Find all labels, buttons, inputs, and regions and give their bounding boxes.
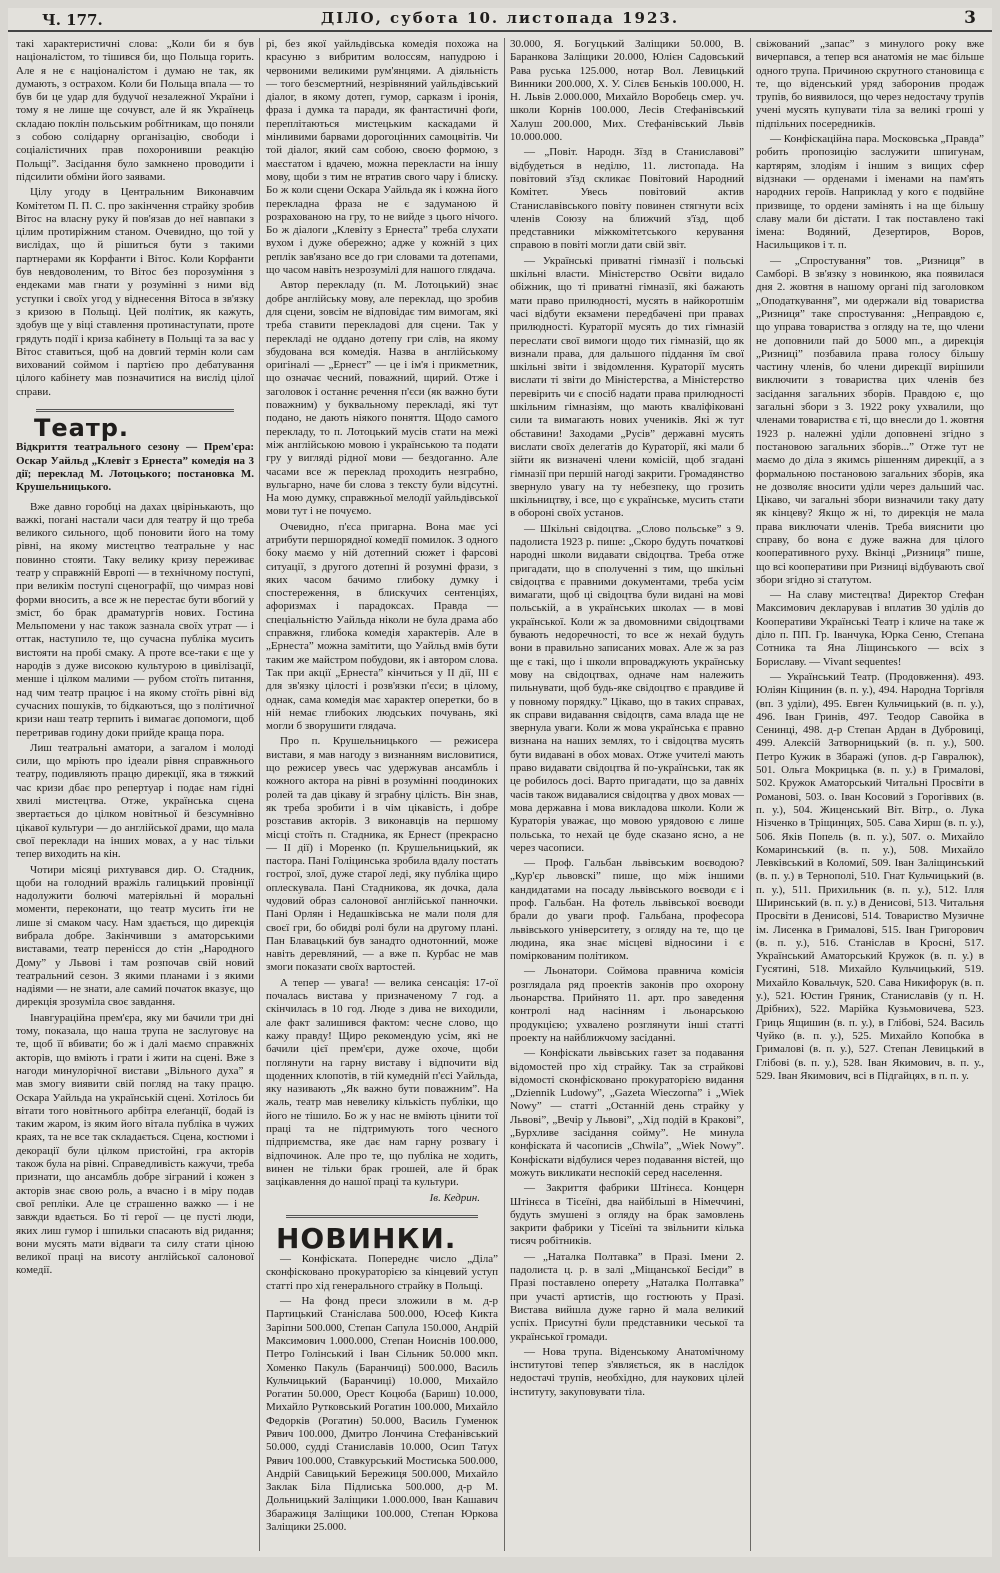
news-item: — Шкільні свідоцтва. „Слово польське” з 9. падолиста 1923 р. пише: „Скоро будуть початкові народні школи видавати свідоцтва. Треба отже пригадати, що в сполученні з тим, що шкільні свідоцтва є правними документами, треба усім вимагати, щоб ці свідоцтва були видані на мові польській, а в українських школах — в мові української. Коли ж за двомовними свідоцтвами бувають недоречності, то все ж нехай будуть вони в правильно записаних мовах. Але ж за раз ще є такі, що і школи впроваджують українську мову на свідоцтвах, одначе нам належить пильнувати, щоб будь-яке свідоцтво є правдиве й у повному порядку.” Цікаво, що в таких справах, як справи видавання свідоцтв, сама влада ще не звернула уваги. Коли ж мова українська є правно визнана на наших землях, то і свідоцтва мусять бути видавані в обох мовах. Отже учителі мають право видавати свідоцтва й по-українськи, так як це робилось досі. Варто пригадати, що за давніх часів також видавалися свідоцтва у двох мовах — мова державна і мова викладова школи. Коли ж Кураторія уважає, що мовою урядовою є лише польська, то нехай це буде сказано ясно, а не через часописи.	[510, 522, 744, 854]
news-item: — „Повіт. Народн. Зїзд в Станиславові” відбудеться в неділю, 11. листопада. На повітовий з'їзд скликає Повітовий Народний Комітет. Увесь повітовий актив Станиславівського повіту повинен стягнути всіх членів Союзу на ближчий з'їзд, щоб представники міжкомітетського керування справою в повіті могли дати свій звіт.	[510, 146, 744, 252]
column-2	[266, 38, 498, 1551]
news-item: — Нова трупа. Віденському Анатомічному інститутові тепер з'являється, як в наслідок недостачі трупів, необхідно, для наукових цілей інституту, закуповувати тіла.	[510, 1345, 744, 1398]
article-paragraph: А тепер — увага! — велика сенсація: 17-ої почалась вистава у призначеному 7 год. а скінчилась в 10 год. Люде з дива не виходили, але факт залишився фактом: чесне слово, що кажу правду! Щиро рекомендую усім, які не бачили цієї прем'єри, дуже охоче, щоби поглянути на гарну виставу і відпочити від щоденних клопотів, в тій кумедній п'єсі Уайльда, яку називають „Як важно бути поважним”. На жаль, театр мав невелику кількість публіки, що його не тішило. Бо ж у нас не вміють цінити тої праці та не підтримують того чесного підприємства, яке дає нам гарну розвагу і відпочинок. Але про те, що публіка не ходить, винен не тільки брак грошей, але й брак зацікавлення до нашої праці та культури.	[266, 976, 498, 1189]
article-paragraph: Очевидно, п'єса пригарна. Вона має усі атрибути першорядної комедії помилок. З одного боку маємо у ній дотепний сюжет і фарсові ситуації, з другого дотепні й розумні фрази, з яких часом бачимо глибоку думку і спостереження, в блискучих сентенціях, афоризмах і парадоксах. Правда — спеціальністю Уайльда ніколи не була драма або справжня, глибока комедія характерів. Але в „Ернеста” можна замітити, що Уайльд вмів бути таким же майстром побудови, як і автором слова. Так при акції „Ернеста” кінчиться у II дії, III є для зв'язку цілості і розв'язки п'єси; в цілому, однак, сама комедія має характер оперетки, бо в ній немає глибоких людських почувань, які могли б зворушити глядача.	[266, 520, 498, 733]
news-item: свіжований „запас” з минулого року вже вичерпався, а тепер вся анатомія не має більше одного трупа. Причиною скрутного становища є те, що віденський уряд заборонив продаж трупів, бо виявилося, що через недостачу трупів учені мусять купувати тіла за великі гроші у підпільних посередників.	[756, 38, 984, 130]
article-paragraph: такі характеристичні слова: „Коли би я був націоналістом, то тішився би, що Польща горить. Але я не є націоналістом і думаю не так, як думають, з острахом. Коли би Польща впала — то був би це удар для будучої незалежної України і тому я не лише ще сочувст, але й як Українець складаю поклін польським робітникам, що поняли з собою солідарну організацію, свободи і соціалістичних прав похоронивши реакцію Польщі”. Засідання було замкнено проводити і підсилити обміни його заявами.	[16, 38, 254, 183]
news-item: — Український Театр. (Продовження). 493. Юліян Кіщинин (в. п. у.), 494. Народна Торгівля (вп. 3 уділи), 495. Евген Кульчицький (в. п. у.), 496. Іван Гринів, 497. Теодор Савойка в Сенинці, 498. д-р Степан Ардан в Дубровиці, 499. Алексій Затворницький (в. п. у.), 500. Петро Кужик в Збаражі (упов. д-р Гавралюк), 501. Ольга Мокрицька (в. п. у.) в Грималові, 502. Кружок Аматорський Читальні Просвіти в Романові, 503. о. Іван Косовий з Горогіввих (в. п. у.), 504. Жиценський Віт. Вітр., о. Лука Нізченко в Тріщинцях, 505. Сава Хирш (в. п. у.), 506. Яків Попель (в. п. у.), 507. о. Михайло Комаринський (в. п. у.), 508. Михайло Левківський в Коломиї, 509. Іван Заліщинський (в. п. у.) в Тернополі, 510. Гнат Кульчицький (в. п. у.), 511. Прихильник (в. п. у.), 512. Ілля Ширинський (в. п. у.) в Денисові, 513. Читальня Просвіти в Денисові, 514. Товариство Музичне ім. Лисенка в Грималові, 515. Іван Григорович (в. п. у.), 516. Станіслав в Кросні, 517. Український Аматорський Кружок (в. п. у.) в Гусятині, 518. Михайло Кульчицький, 519. Михайло Ковальчук, 520. Сава Никифорук (в. п. у.), 521. Юстин Гряник, Станиславів (у п. Н. Дрібних), 522. Марійка Кузьмовичева, 523. Гриць Ящишин (в. п. у.), в Глібові, 524. Василь Чуйко (в. п. у.), 525. Михайло Копобка в Грималові (в. п. у.), 527. Степан Левицький в Глібові (в. п. у.), 528. Іван Якимович, в. п. у., 529. Іван Якимович, всі в Підгайцях, в п. п. у.	[756, 670, 984, 1082]
issue-number: Ч. 177.	[42, 11, 103, 29]
news-item: — Конфіскати львівських газет за подавання відомостей про хід страйку. Так за страйкові відомості сконфісковано прокураторією видання „Dziennik Ludowy”, „Gazeta Wieczorna” і „Wiek Nowy” — статті „Останній день страйку у Львові”, „Вечір у Львові”, „Хід подій в Кракові”, „Бурхливе засідання сойму”. Не минула конфіската й часописів „Chwila”, „Wiek Nowy”. Конфіскати відбулися через подавання вістей, що можуть викликати неспокій серед населення.	[510, 1047, 744, 1179]
article-subheading: Відкриття театрального сезону — Прем'єра: Оскар Уайльд „Клевіт з Ернеста” комедія на 3 дії; переклад М. Лотоцького; постановка М. Крушельницького.	[16, 441, 254, 494]
article-paragraph: рі, без якої уайльдівська комедія похожа на красуню з вибритим волоссям, напудрою і червоними великими рум'янцями. А діяльність — того безсмертний, незрівняний уайльдівський діалог, в якому дотеп, гумор, сарказм і іронія, фраза і думка та паради, як фантастичні фоґи, переплітаються мистецьким каскадами й мінливими барвами дорогоцінних самоцвітів. Чи той діалог, який сам собою, своєю формою, з маєстатом і вдачею, можна перекласти на іншу мову, щоби з тим не втратив свого чару і блиску. Бо ж коли сцени Оскара Уайльда як і кожна його перекладна фраза не є задуманою й розрахованою на гру, то не вийде з цього нічого. Бо ж діалоги „Клевіту з Ернеста” треба слухати вухом і дуже обережно; адже у кожній з цих реплік зав'язано все до гри словами та дотепами, що часом навіть незрозумілі для нашого глядача.	[266, 38, 498, 277]
section-title-news: НОВИНКИ.	[276, 1221, 457, 1255]
news-item: — „Наталка Полтавка” в Празі. Імени 2. падолиста ц. р. в залі „Міщанської Бесіди” в Празі поставлено оперету „Наталка Полтавка” при участі артистів, що гостюють у Празі. Вистава вийшла дуже гарно й мала великий успіх. Присутні були представники чеської та української громади.	[510, 1250, 744, 1343]
column-divider	[750, 38, 751, 1551]
news-item: — Проф. Гальбан львівським воєводою? „Кур'єр львовскі” пише, що між іншими кандидатами на посаду львівського воєводи є і проф. Гальбан. На фотель львівської воєводи брали до уваги проф. Гальбана, професора львівського університету, з огляду на те, що це людина, яка знає місцеві відносини і є поміркованим політиком.	[510, 857, 744, 963]
article-paragraph: Вже давно горобці на дахах цвірінькають, що важкі, погані настали часи для театру й що треба великого сильного, щоб поновити його на тому рівні, на якому мистецтво театральне у нас повинно стояти. Таку велику кризу переживає театр у справжній Европі — в технічному поступі, при великім поступі сценографії, що чимраз нові форми вносить, а все ж не перестає бути вбогий у зміст, бо брак драматургів нових. Гостина Мельпомени у нас також зазнала своїх утрат — і оттак, наступило те, що сучасна публіка мусить вистояти на пробі смаку. А проте все-таки є ще у народів з дуже високою культурою в цивілізації, менше і цілком малими — рубом стоїть питання, над чим театр працює і на якому стоїть рівні від сучасних пошуків, то бідкаються, що з політичної кризи наш театр терпить і вимагає допомоги, щоб перетривав годину доки прийде краща пора.	[16, 500, 254, 739]
news-item: — На фонд преси зложили в м. д-р Партицький Станіслава 500.000, Юсеф Кикта Заріпни 500.000, Степан Сапула 150.000, Андрій Максимович 1.000.000, Степан Ноиснів 100.000, Петро Голінський і Іван Сільник 50.000 мкп. Хоменко Пакуль (Баранчиці) 500.000, Василь Кульчицький (Баранчиці) 10.000, Михайло Рогатин 50.000, Орест Коцюба (Бариш) 10.000, Михайло Рутковський Рогатин 100.000, Михайло Федорків (Рогатин) 50.000, Василь Гуменюк Рявич 100.000, Дмитро Лончина Стефанівський 50.000, судді Станиславів 10.000, Осип Татух Рявич 100.000, Ставкурський Мостиська 500.000, Андрій Савицький Бережиця 500.000, Михайло Заклак Біла Підлиська 500.000, д-р М. Дольницький Заліщики 1.000.000, Іван Кашавич Збаражиця Заліщики 100.000, Степан Юркова Заліщики 25.000.	[266, 1295, 498, 1534]
page-number: 3	[964, 8, 976, 28]
article-paragraph: Про п. Крушельницького — режисера вистави, я мав нагоду з визнанням висловитися, що режисер увесь час удержував ансамбль і кожного актора на рівні в розумінні поодиноких ролей та дав цікаву й зграбну цілість. Він знав, як треба зробити і в чім цікавість, і добре розставив акторів. З виконавців на першому місці стоїть п. Стадника, як Ернест (прекрасно — II дії) і Моренко (п. Крушельницький, як пастора. Пані Голіцинська зробила вдалу постать гострої, злої, дуже старої леді, яку публіка щиро оплескувала. Пані Стадникова, як дочка, дала чудовий образ салонової англійської панночки. Пані Орлян і Недашківська не мали поля для своєї гри, бо обидві ролі були на другому плані. Пан Блавацький був занадто однотонний, може навіть деревляний, — а вже п. Курбас не мав змоги показати своїх вартостей.	[266, 735, 498, 974]
article-paragraph: Лиш театральні аматори, а загалом і молоді сили, що мріють про ідеали рівня справжнього театру, подивляють працю дирекції, яка в тяжкий час кризи дбає про репертуар і подає нам гідні хвилі мистецтва. Отже, українська сцена звертається до цілком новітньої й безсумнівно цікавої культури — до англійської драми, що мала свої переклади на інших мовах, а у нас тільки тепер виходить на кін.	[16, 741, 254, 861]
news-item: — Конфіскаційна пара. Московська „Правда” робить пропозицію заслужити шпигунам, картярям, злодіям і іншим з вищих сфер відзнаки — орденами і іменами на пам'ять народних героїв. Наприклад у кого є подвійне призвище, то ордени замінять і на ще більшу славу мали би дістати. І так поставлено такі імена: Водяний, Дезертиров, Воров, Насильщиков і т. п.	[756, 133, 984, 252]
news-item: — Конфіската. Попереднє число „Діла” сконфісковано прокураторією за кінцевий уступ статті про хід генерального страйку в Польщі.	[266, 1253, 498, 1292]
masthead-title: ДІЛО, субота 10. листопада 1923.	[320, 9, 680, 27]
news-item: — Льонатори. Соймова правнича комісія розглядала ряд проектів законів про охорону льонарства. Прийнято 11. арт. про заведення контролі над насінням і льонарською продукцією; ухвалено розглянути інші статті проекту на найближчому засіданні.	[510, 965, 744, 1044]
column-4	[756, 38, 984, 1551]
column-1	[16, 38, 254, 1551]
section-divider	[36, 409, 234, 412]
article-paragraph: Цілу угоду в Центральним Виконавчим Комітетом П. П. С. про закінчення страйку зробив Вітос на власну руку й пов'язав до неї навпаки з цілим протиріжним станом. Очевидно, що той у вислідах, що й рішиться бути з такими партнерами як Корфанти і Вітос. Коли Корфанти був невдоволеним, то Вітос без порозуміння з ендеками мав гнати у розумінні з ними від уступки і своїх угод у віднесення Вітоса в зв'язку з кризою в Польщі. Цей політик, як кажуть, здобув ще у віці ставлення протинаступати, проте грядуть події і криза кабінету в Польщі та за вас у Вітос ставиться, щоб на довгий термін коли сам вихований соймом і партією про дебатування цілого кабінету мав позначитися на вислід цілої справи.	[16, 186, 254, 398]
column-3	[510, 38, 744, 1551]
section-divider	[286, 1215, 478, 1218]
news-item: 30.000, Я. Богуцький Заліщики 50.000, В. Баранкова Заліщики 20.000, Юлієн Садовський Рава руська 125.000, нотар Вол. Левицький Винники 200.000, Х. У. Сілєв Бєньків 100.000, Н. Н. Львів 2.000.000, Михайло Воробець смер. уч. школи Корнів 100.000, Лесів Стефанівський Халуш 200.000, Мих. Стефанівський Львів 10.000.000.	[510, 38, 744, 144]
column-divider	[259, 38, 260, 1551]
section-title-theatre: Театр.	[34, 414, 130, 443]
news-item: — Українські приватні гімназії і польські шкільні власти. Міністерство Освіти видало обіжник, що ті приватні гімназії, які бажають мати право прилюдності, мусять в найкоротшім часі відбути екзамени передбачені при правах прилюдності. Кураторії мусять до тих гімназій переслати свої вимоги щодо тих гімназій, що як визнали права, для дальшого піддання їм свої шкільні звіти і звідомлення. Кураторії мусять вислати ті звіти до Міністерства, а Міністерство перевірить чи є спосіб надати права прилюдності шкільним гімназіям, що мають кваліфіковані сили та вимагають нових учеників. Які ж тут обставини! Заходами „Русів” державні мусять вислати своїх делегатів до Кураторії, які мали б зійти як визначені члени комісій, щоб згадані гімназії при першій нагоді закрити. Громадянство звернуло увагу на ту небезпеку, що грозить шкільництву, і все, що є українське, мусить стати в обороні своїх установ.	[510, 254, 744, 520]
newspaper-page	[8, 8, 992, 1557]
column-divider	[504, 38, 505, 1551]
article-paragraph: Інавгураційна прем'єра, яку ми бачили три дні тому, показала, що наша трупа не заслуговує на те, щоб її вбивати; бо ж і далі маємо справжніх акторів, що вміють і грати і жити на сцені. Вже з нагоди минулорічної вистави „Вільного духа” я мав змогу виявити свій погляд на таку працю. Оскара Уайльда на українській сцені. Хотілось би вітати того новітнього арбітра елеґанції, бодай із таким жаром, із яким його вітала публіка в чужих краях, та не все так складається. Сцена, костюми і декорації були цілком пристойні, гра акторів також була на рівні. Справедливість кажучи, треба признати, що ансамбль добре зіграний і кожен з акторів знає свою роль, а вчасно і в міру подав свої репліки. Але це страшенно важко — і не завжди вдається. Бо ті герої — це пусті люди, яких лиш гумор і шпильки спасають від ридання; вони мусять мати відваги та силу стати ціною великої праці на висоту англійської салонової комедії.	[16, 1011, 254, 1277]
article-paragraph: Автор перекладу (п. М. Лотоцький) знає добре англійську мову, але переклад, що зробив для сцени, зовсім не відповідає тим вимогам, які треба ставити перекладові для сцени. Так у перекладі не оддано дотепу гри слів, на якому збудована вся комедія. Назва в англійському оригіналі — „Ернест” — це і ім'я і прикметник, що означає чесний, поважний, щирий. Отже і заголовок і останнє речення п'єси (як важно бути поважним) у буквальному перекладі, які тут подано, не дають ніякого поняття. Щодо самого перекладу, то п. Лотоцький мусів стати на межі між англійською мовою і українською та подати гру у вигляді рідної мови — бездоганно. Але часами все ж переклад проходить незграбно, вульгарно, наче би слова з тексту були відсутні. На мою думку, справжньої мелодії уайльдівської мови тут і не почуємо.	[266, 279, 498, 518]
news-item: — На славу мистецтва! Директор Стефан Максимович декларував і вплатив 30 уділів до Кооперативи Українські Театр і кличе на таке ж діло п. ПП. Гр. Іванчука, Юрка Сеню, Степана Сотника та Яна Ліщинського — всіх з Бориславу. — Vivant sequentes!	[756, 589, 984, 668]
news-item: — „Спростування” тов. „Ризниця” в Самборі. В зв'язку з новинкою, яка появилася дня 2. жовтня в нашому органі під заголовком „Оподаткування”, ми одержали від товариства „Ризниця” таке спростування: „Неправдою є, що управа товариства з огляду на те, що члени не доповнили пай до 5000 мп., а дирекція „Ризниці” позбавила права голосу більшу частину членів, бо члени дирекції вирішили виключити з товариства цих членів без засідання загальних зборів. Правдою є, що загальні збори з 3. 1922 року ухвалили, що членами товариства є ті, що внесли до 1. жовтня 1923 р. належні уділи доповнені згідно з постановою загальних зборів...” Отже тут не маємо до діла з якимсь рішенням дирекції, а з формальною постановою загальних зборів, яка не дозволяє вносити уділи через дальший час. Цікаво, чи загальні збори визначили таку дату як кінцеву? Якщо ж ні, то дирекція не мала права виключати членів. Треба вияснити цю справу, бо вона є дуже важна для цілого кооперативного руху. Вкінці „Ризниця” пише, що всі кооперативи при Ризниці відбувають свої збори згідно зі статутом.	[756, 254, 984, 586]
masthead	[8, 8, 992, 32]
author-signature: Ів. Кедрин.	[429, 1191, 480, 1204]
article-paragraph: Чотири місяці рихтувався дир. О. Стадник, щоби на голодний вражіль галицький провінції надолужити болючі матеріяльні й моральні моменти, переконати, що театр мусить іти не лише зі смаком часу. Нам здається, що дирекція вибрала добре. Закінчивши з аматорськими виставами, театр перенісся до стін „Народного Дому” у Львові і там розпочав свій новий театральний сезон. З якими планами і з якими надіями — не знати, але самий початок вказує, що дирекція зрозуміла своє завдання.	[16, 863, 254, 1009]
news-item: — Закриття фабрики Штінєса. Концерн Штінєса в Тісеїні, два найбільші в Німеччині, будуть змушені з огляду на брак замовлень закрити фабрики у Тісеїні та звільнити кілька тисяч робітників.	[510, 1182, 744, 1248]
